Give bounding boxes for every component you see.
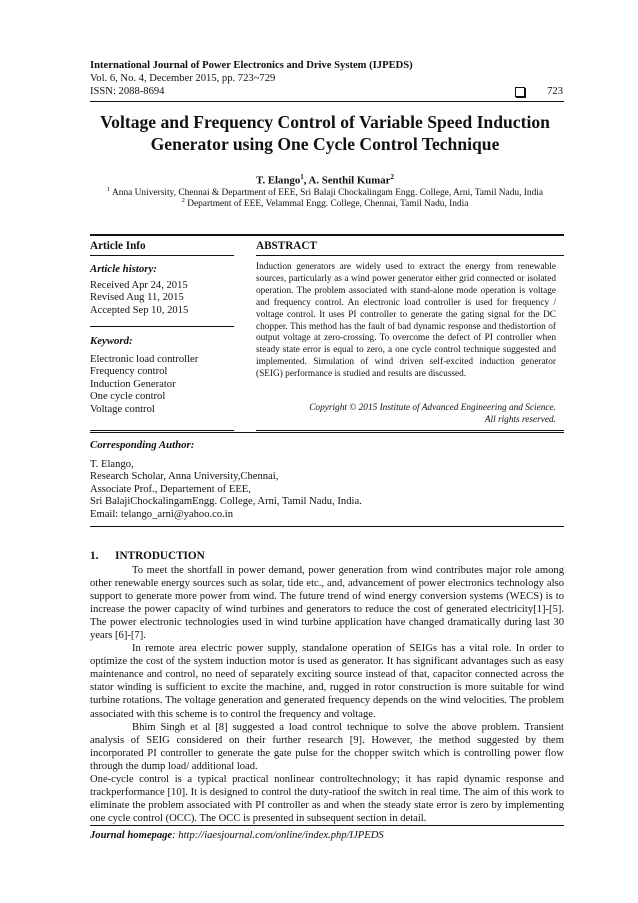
author-1: T. Elango (256, 174, 301, 187)
header-rule (90, 101, 564, 102)
affiliation-2 (60, 197, 590, 209)
issn: ISSN: 2088-8694 (90, 86, 165, 97)
author-1-sup: 1 (300, 173, 304, 181)
corresponding-details (90, 459, 362, 521)
corresponding-line: Associate Prof., Departement of EEE, (90, 483, 251, 495)
intro-paragraph-2: In remote area electric power supply, standalone operation of SEIGs has a vital role. In order to optimize the cost of the system induction motor is used as generator. It has significant advantages such as easy maintenance and control, no need of separately exciting source instead of that, capacitor connected across the stator winding is sufficient to excite the machine, and, rugged in rotor construction is more suitable for wind turbine rotations. The voltage generation and generated frequency depends on the wind velocities. The problem associated with this scheme is to control the frequency and voltage. (90, 643, 564, 720)
article-info-heading: Article Info (90, 240, 146, 252)
keyword-item: Electronic load controller (90, 354, 199, 365)
corresponding-bottom-rule (90, 526, 564, 527)
journal-name: International Journal of Power Electronics and Drive System (IJPEDS) (90, 60, 413, 71)
corresponding-line: Research Scholar, Anna University,Chennai, (90, 471, 279, 483)
affil-2-sup: 2 (181, 197, 185, 204)
author-2-sup: 2 (390, 173, 394, 181)
header-right (515, 86, 563, 97)
affil-2-text: Department of EEE, Velammal Engg. College, Chennai, Tamil Nadu, India (184, 199, 469, 210)
copyright (256, 403, 556, 426)
introduction-heading: 1. INTRODUCTION (90, 550, 205, 562)
homepage-label: Journal homepage (90, 830, 173, 841)
footer-rule (90, 825, 564, 826)
keyword-item: One cycle control (90, 391, 166, 403)
copyright-line-1: Copyright © 2015 Institute of Advanced Engineering and Science. (309, 403, 556, 413)
introduction-body (90, 564, 564, 825)
affil-1-text: Anna University, Chennai & Department of EEE, Sri Balaji Chockalingam Engg. College, Arni, Tamil Nadu, India (110, 188, 544, 199)
checkbox-square-icon (515, 87, 525, 97)
corresponding-email: Email: telango_arni@yahoo.co.in (90, 508, 234, 520)
abstract-heading: ABSTRACT (256, 240, 317, 252)
title-line-1: Voltage and Frequency Control of Variable Speed Induction (100, 112, 550, 132)
intro-paragraph-4: One-cycle control is a typical practical nonlinear controltechnology; it has rapid dynamic response and trackperformance [10]. It is designed to control the duty-ratioof the switch in real time. The aim of this work to eliminate the problem associated with PI controller as and when the steady state error is zero by implementing one cycle control (OCC). The OCC is presented in subsequent section in detail. (90, 773, 564, 824)
abstract-bottom-rule (256, 430, 564, 431)
journal-homepage (90, 830, 384, 841)
keyword-heading: Keyword: (90, 335, 133, 347)
received-date: Received Apr 24, 2015 (90, 280, 188, 291)
authors (60, 173, 590, 187)
homepage-url[interactable]: : http://iaesjournal.com/online/index.php/IJPEDS (172, 830, 384, 841)
abstract-text: Induction generators are widely used to extract the energy from renewable sources, particularly as a wind power generator either grid connected or isolated operation. The problem associated with stand-alone mode operation is voltage and frequency control. An electronic load controller is used for frequency / voltage control. It uses PI controller to generate the gating signal for the DC chopper. This method has the fault of bad dynamic response and thedistortion of output voltage at zero-crossing. To overcome the defect of PI controller when steady state error is equal to zero, a one cycle control technique suggested and implemented. Simulation of wind driven self-excited induction generator (SEIG) performance is studied and results are discussed. (256, 262, 556, 380)
corresponding-line: T. Elango, (90, 459, 134, 470)
affil-1-sup: 1 (106, 186, 111, 193)
keyword-list (90, 354, 198, 416)
intro-paragraph-1: To meet the shortfall in power demand, power generation from wind contributes major role among other renewable energy sources such as solar, tide etc., and, advancement of power electronics technology also support to generate more power from wind. The future trend of wind energy conversion systems (WECS) is to increase the power capacity of wind turbines and generators to reduce the cost of generated electricity[1]-[5]. The power electronic technologies used in wind turbine application have changed dramatically during last 30 years [6]-[7]. (90, 565, 564, 642)
title-line-2: Generator using One Cycle Control Technique (150, 134, 500, 154)
intro-paragraph-3: Bhim Singh et al [8] suggested a load control technique to solve the above problem. Transient analysis of SEIG considered on their further research [9]. However, the method suggested by them incorporated PI controller to generate the gate pulse for the chopper switch which is controlling power flow through the dump load/ additional load. (90, 721, 564, 772)
author-2: , A. Senthil Kumar (303, 174, 391, 187)
keyword-item: Voltage control (90, 403, 155, 415)
info-heading-rule (90, 255, 234, 256)
corresponding-line: Sri BalajiChockalingamEngg. College, Arni, Tamil Nadu, India. (90, 496, 362, 508)
page-number: 723 (547, 86, 563, 97)
keyword-item: Induction Generator (90, 378, 176, 390)
history-rule (90, 326, 234, 327)
paper-title (60, 111, 590, 155)
keyword-bottom-rule (90, 430, 234, 431)
info-top-rule (90, 234, 564, 236)
history-list (90, 280, 188, 317)
revised-date: Revised Aug 11, 2015 (90, 292, 184, 304)
info-bottom-rule (90, 432, 564, 433)
abstract-heading-rule (256, 255, 564, 256)
accepted-date: Accepted Sep 10, 2015 (90, 304, 189, 316)
keyword-item: Frequency control (90, 366, 168, 378)
volume-info: Vol. 6, No. 4, December 2015, pp. 723~729 (90, 73, 276, 84)
corresponding-heading: Corresponding Author: (90, 439, 195, 451)
copyright-line-2: All rights reserved. (484, 414, 556, 425)
history-heading: Article history: (90, 263, 157, 275)
